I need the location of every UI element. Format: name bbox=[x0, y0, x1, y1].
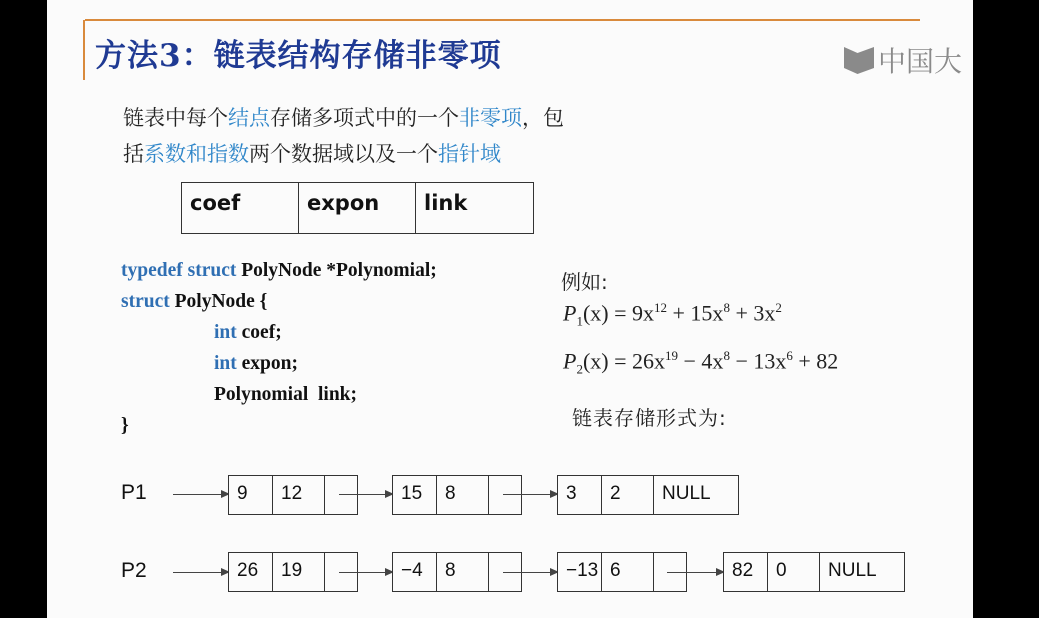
node-expon: 6 bbox=[602, 553, 654, 591]
arrow-icon bbox=[503, 572, 558, 573]
code-line: int expon; bbox=[214, 353, 298, 374]
intro-line-2: 括系数和指数两个数据域以及一个指针域 bbox=[123, 142, 501, 166]
list-node bbox=[392, 475, 522, 515]
intro-line-1: 链表中每个结点存储多项式中的一个非零项，包 bbox=[123, 106, 564, 130]
struct-code bbox=[121, 255, 437, 441]
formula-p2: $P_2(x) = 26x^{19} - 4x^8 - 13x^6 + 82$ bbox=[563, 348, 839, 377]
node-coef: 3 bbox=[558, 476, 602, 514]
intro-text bbox=[123, 100, 564, 172]
field-expon: expon bbox=[299, 183, 416, 233]
node-coef: −13 bbox=[558, 553, 602, 591]
storage-label: 链表存储形式为: bbox=[572, 406, 727, 430]
node-coef: 82 bbox=[724, 553, 768, 591]
node-expon: 0 bbox=[768, 553, 820, 591]
code-line: typedef struct PolyNode *Polynomial; bbox=[121, 260, 437, 281]
node-expon: 2 bbox=[602, 476, 654, 514]
arrow-icon bbox=[173, 494, 229, 495]
node-coef: 9 bbox=[229, 476, 273, 514]
node-link bbox=[325, 476, 357, 514]
list-label-p2: P2 bbox=[121, 559, 147, 582]
slide bbox=[47, 0, 973, 618]
title-left-rule bbox=[83, 20, 85, 80]
node-coef: 15 bbox=[393, 476, 437, 514]
code-line: } bbox=[121, 415, 129, 436]
example-label: 例如: bbox=[561, 270, 608, 294]
node-link: NULL bbox=[828, 560, 877, 581]
code-line: Polynomial link; bbox=[214, 384, 358, 405]
slide-title: 方法3：链表结构存储非零项 bbox=[95, 38, 502, 74]
arrow-icon bbox=[339, 494, 393, 495]
arrow-icon bbox=[667, 572, 724, 573]
arrow-icon bbox=[503, 494, 558, 495]
node-expon: 19 bbox=[273, 553, 325, 591]
watermark: 中国大 bbox=[878, 45, 963, 78]
node-expon: 8 bbox=[437, 476, 489, 514]
list-node bbox=[557, 475, 739, 515]
node-coef: −4 bbox=[393, 553, 437, 591]
arrow-icon bbox=[339, 572, 393, 573]
title-top-rule bbox=[85, 19, 920, 21]
code-line: int coef; bbox=[214, 322, 282, 343]
field-link: link bbox=[424, 191, 468, 215]
formula-p1: $P_1(x) = 9x^{12} + 15x^8 + 3x^2$ bbox=[563, 300, 782, 329]
node-fields-diagram bbox=[181, 182, 534, 234]
list-node bbox=[228, 475, 358, 515]
node-link: NULL bbox=[662, 483, 711, 504]
list-label-p1: P1 bbox=[121, 481, 147, 504]
node-link bbox=[489, 476, 521, 514]
arrow-icon bbox=[173, 572, 229, 573]
list-node bbox=[723, 552, 905, 592]
code-line: struct PolyNode { bbox=[121, 291, 268, 312]
node-expon: 8 bbox=[437, 553, 489, 591]
node-coef: 26 bbox=[229, 553, 273, 591]
field-coef: coef bbox=[182, 183, 299, 233]
node-expon: 12 bbox=[273, 476, 325, 514]
